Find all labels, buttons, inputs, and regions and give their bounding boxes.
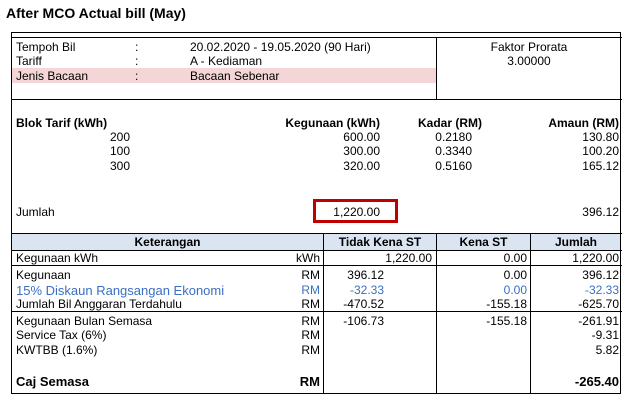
info-separator: : xyxy=(135,54,139,68)
summary-jumlah: 396.12 xyxy=(582,268,619,282)
summary-kena: -155.18 xyxy=(486,314,527,328)
page-title: After MCO Actual bill (May) xyxy=(6,5,186,21)
info-value: 20.02.2020 - 19.05.2020 (90 Hari) xyxy=(190,40,371,54)
summary-header-keterangan: Keterangan xyxy=(134,235,201,249)
faktor-prorata-label: Faktor Prorata xyxy=(490,40,568,54)
summary-jumlah: 5.82 xyxy=(595,343,619,357)
info-separator: : xyxy=(135,69,139,83)
tariff-amaun: 100.20 xyxy=(582,144,619,158)
tariff-kadar: 0.3340 xyxy=(435,144,472,158)
summary-label: 15% Diskaun Rangsangan Ekonomi xyxy=(16,283,225,298)
summary-unit: RM xyxy=(301,328,320,342)
caj-semasa-jumlah: -265.40 xyxy=(574,374,619,389)
summary-unit: RM xyxy=(301,283,320,297)
tariff-header-kegunaan: Kegunaan (kWh) xyxy=(285,116,380,130)
summary-label: Kegunaan xyxy=(16,268,71,282)
info-top-border xyxy=(11,37,622,38)
summary-tidak-kena: 1,220.00 xyxy=(385,251,432,265)
summary-label: Service Tax (6%) xyxy=(16,328,107,342)
summary-unit: RM xyxy=(301,343,320,357)
tariff-amaun: 130.80 xyxy=(582,130,619,144)
tariff-kegunaan: 320.00 xyxy=(343,159,380,173)
info-separator: : xyxy=(135,40,139,54)
summary-unit: RM xyxy=(301,297,320,311)
info-value: Bacaan Sebenar xyxy=(190,69,280,83)
summary-header-kena: Kena ST xyxy=(459,235,508,249)
summary-kena: 0.00 xyxy=(503,268,527,282)
tariff-header-blok: Blok Tarif (kWh) xyxy=(16,116,108,130)
summary-jumlah: -9.31 xyxy=(591,328,619,342)
summary-tidak-kena: -106.73 xyxy=(343,314,384,328)
tariff-blok: 100 xyxy=(109,144,130,158)
summary-label: Kegunaan kWh xyxy=(16,251,99,265)
tariff-kadar: 0.2180 xyxy=(435,130,472,144)
summary-jumlah: 1,220.00 xyxy=(572,251,619,265)
summary-jumlah: -32.33 xyxy=(584,283,619,297)
info-label: Tariff xyxy=(16,54,42,68)
summary-tidak-kena: 396.12 xyxy=(347,268,384,282)
summary-header-tidak-kena: Tidak Kena ST xyxy=(338,235,422,249)
summary-tidak-kena: -470.52 xyxy=(343,297,384,311)
tariff-blok: 300 xyxy=(109,159,130,173)
summary-unit: RM xyxy=(301,314,320,328)
tariff-kadar: 0.5160 xyxy=(435,159,472,173)
summary-unit: kWh xyxy=(296,251,320,265)
tariff-blok: 200 xyxy=(109,130,130,144)
summary-label: KWTBB (1.6%) xyxy=(16,343,98,357)
tariff-kegunaan: 600.00 xyxy=(343,130,380,144)
summary-jumlah: -261.91 xyxy=(578,314,619,328)
tariff-total-amaun: 396.12 xyxy=(582,205,619,219)
summary-label: Kegunaan Bulan Semasa xyxy=(16,314,153,328)
info-label: Jenis Bacaan xyxy=(16,69,89,83)
summary-jumlah: -625.70 xyxy=(578,297,619,311)
tariff-total-label: Jumlah xyxy=(16,205,55,219)
faktor-prorata-value: 3.00000 xyxy=(507,54,551,68)
summary-label: Jumlah Bil Anggaran Terdahulu xyxy=(16,297,182,311)
summary-header-jumlah: Jumlah xyxy=(554,235,597,249)
info-bottom-border xyxy=(11,99,622,100)
info-value: A - Kediaman xyxy=(190,54,263,68)
tariff-header-amaun: Amaun (RM) xyxy=(548,116,619,130)
caj-semasa-label: Caj Semasa xyxy=(16,374,89,389)
info-label: Tempoh Bil xyxy=(16,40,76,54)
tariff-total-kegunaan: 1,220.00 xyxy=(333,205,380,219)
tariff-kegunaan: 300.00 xyxy=(343,144,380,158)
summary-kena: 0.00 xyxy=(503,283,527,297)
summary-kena: 0.00 xyxy=(503,251,527,265)
caj-semasa-unit: RM xyxy=(299,374,320,389)
summary-kena: -155.18 xyxy=(486,297,527,311)
summary-tidak-kena: -32.33 xyxy=(349,283,384,297)
tariff-amaun: 165.12 xyxy=(582,159,619,173)
summary-unit: RM xyxy=(301,268,320,282)
tariff-header-kadar: Kadar (RM) xyxy=(417,116,482,130)
